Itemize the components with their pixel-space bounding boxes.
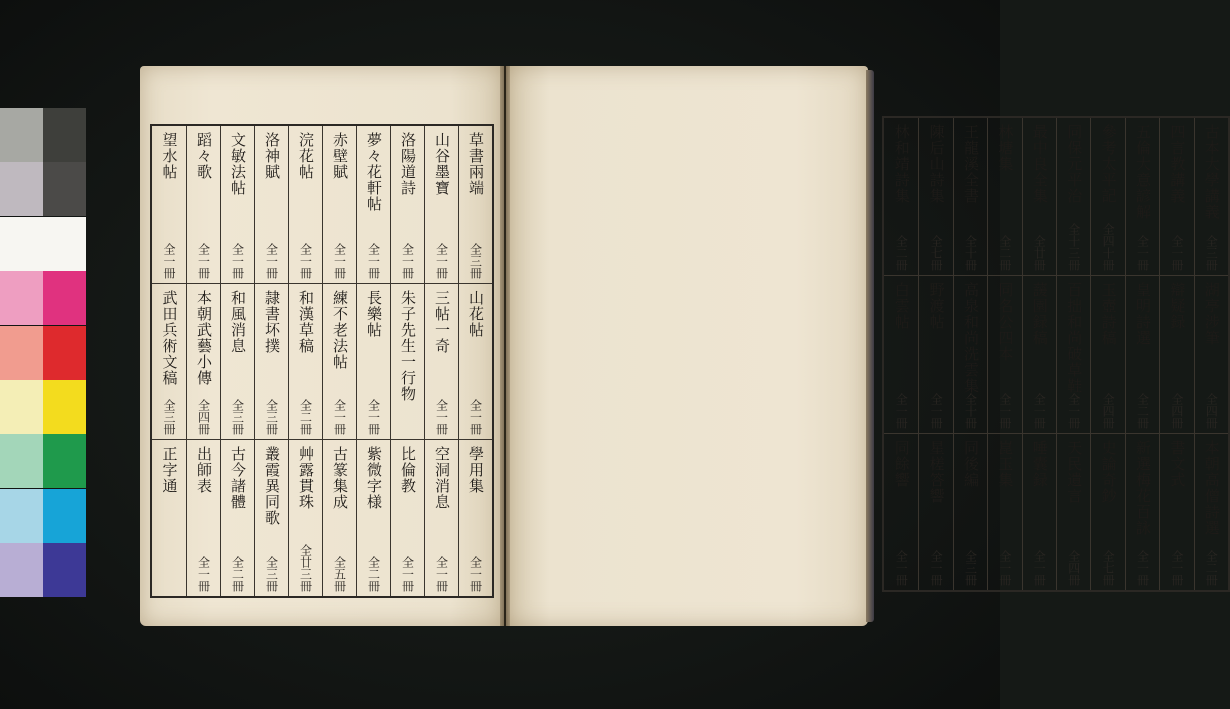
volume-count: 全一冊	[434, 242, 449, 279]
book-entry	[884, 275, 918, 432]
book-entry	[323, 283, 356, 440]
volume-count: 全四冊	[1169, 392, 1184, 429]
right-page	[506, 66, 1221, 626]
book-title: 隷書坏撲	[263, 289, 281, 354]
book-entry	[425, 439, 458, 596]
volume-count: 全一冊	[1135, 235, 1150, 272]
volume-count: 全廿三冊	[298, 544, 313, 592]
volume-count: 全四冊	[1101, 392, 1116, 429]
book-entry	[1195, 433, 1228, 590]
book-title: 蹈々歌	[195, 132, 213, 180]
book-title: 望水帖	[160, 132, 179, 180]
volume-count: 全一冊	[332, 399, 347, 436]
color-swatch	[43, 326, 86, 380]
table-column	[458, 126, 492, 596]
book-title: 高泉和尚洗雲集	[961, 282, 980, 395]
book-entry	[152, 283, 186, 440]
color-swatch	[43, 489, 86, 543]
book-title: 古本大學講義	[1202, 124, 1221, 220]
book-title: 參考太平記	[1099, 124, 1118, 204]
volume-count: 全一冊	[366, 399, 381, 436]
volume-count: 全一冊	[434, 399, 449, 436]
volume-count: 全四十冊	[1101, 223, 1116, 272]
volume-count: 全一冊	[1032, 392, 1047, 429]
volume-count: 全一冊	[929, 392, 944, 429]
book-entry	[988, 275, 1021, 432]
book-entry	[1091, 118, 1124, 275]
color-swatch	[0, 162, 43, 216]
book-title: 長樂帖	[365, 289, 383, 338]
table-column	[1125, 118, 1159, 590]
volume-count: 全一冊	[366, 242, 381, 279]
book-entry	[221, 126, 254, 283]
color-swatch	[0, 217, 43, 271]
book-title: 史論奇鈔	[1099, 439, 1118, 504]
volume-count: 全一冊	[1032, 549, 1047, 586]
volume-count: 全一冊	[196, 242, 211, 279]
book-title: 王龍溪全書	[961, 124, 980, 204]
book-title: 文敏法帖	[229, 132, 247, 196]
book-entry	[187, 283, 220, 440]
book-entry	[1160, 118, 1193, 275]
book-title: 本朝武藝小傳	[195, 289, 213, 386]
book-entry	[357, 126, 390, 283]
table-column	[1159, 118, 1193, 590]
book-title: 白雲帖	[892, 282, 911, 331]
color-swatch	[0, 434, 43, 488]
book-title: 古今諸體	[229, 446, 247, 511]
book-entry	[425, 283, 458, 440]
volume-count: 全十冊	[963, 392, 978, 429]
book-fore-edge	[866, 70, 874, 622]
book-entry	[391, 439, 424, 596]
book-title: 赤壁賦	[331, 132, 349, 180]
book-title: 草書兩端	[467, 132, 485, 196]
book-title: 同名公四本	[996, 282, 1015, 363]
book-title: 古篆集成	[331, 446, 349, 511]
color-swatch	[0, 489, 43, 543]
book-title: 林塘集	[996, 124, 1015, 172]
volume-count: 全一冊	[894, 549, 909, 586]
color-swatch	[0, 271, 43, 325]
volume-count: 全十冊	[963, 235, 978, 272]
book-title: 陳后山詩集	[927, 124, 946, 204]
book-entry	[152, 439, 186, 596]
volume-count: 全二冊	[997, 235, 1012, 272]
book-entry	[1126, 433, 1159, 590]
volume-count: 全四冊	[196, 399, 211, 436]
volume-count: 全一冊	[997, 392, 1012, 429]
table-column	[884, 118, 918, 590]
volume-count: 全四冊	[1204, 392, 1219, 429]
book-title: 崑玉集	[996, 439, 1015, 488]
color-swatch	[0, 108, 43, 162]
right-book-list-table	[882, 116, 1230, 592]
book-entry	[255, 126, 288, 283]
book-title: 玉壺詩稿	[1099, 282, 1118, 347]
book-entry	[1195, 275, 1228, 432]
book-title: 新選梅花百詠	[1133, 439, 1152, 536]
table-column	[288, 126, 322, 596]
book-title: 林和靖詩集	[892, 124, 911, 204]
table-column	[322, 126, 356, 596]
book-title: 四言教講義	[1168, 124, 1187, 204]
book-entry	[884, 433, 918, 590]
book-entry	[425, 126, 458, 283]
volume-count: 全一冊	[400, 242, 415, 279]
book-title: 洛神賦	[263, 132, 281, 180]
table-column	[918, 118, 952, 590]
book-title: 山谷墨寶	[433, 132, 451, 196]
book-title: 浣花帖	[297, 132, 315, 180]
book-entry	[1057, 118, 1090, 275]
book-entry	[187, 439, 220, 596]
volume-count: 全一冊	[468, 556, 483, 592]
book-entry	[954, 118, 987, 275]
volume-count: 全一冊	[264, 242, 279, 279]
color-swatch	[43, 380, 86, 434]
book-entry	[954, 433, 987, 590]
color-swatch	[43, 434, 86, 488]
book-title: 天民遺言	[1065, 439, 1084, 504]
book-title: 朱子先生一行物	[399, 289, 417, 402]
volume-count: 全三冊	[1204, 235, 1219, 272]
volume-count: 全一冊	[1135, 549, 1150, 586]
volume-count: 全七冊	[929, 235, 944, 272]
left-book-list-table	[150, 124, 494, 598]
book-title: 皇明詩選	[1133, 282, 1152, 347]
book-title: 比倫教	[399, 446, 417, 495]
volume-count: 全廿冊	[1032, 235, 1047, 272]
color-swatch	[43, 217, 86, 271]
table-column	[254, 126, 288, 596]
book-entry	[1091, 275, 1124, 432]
color-calibration-strip	[0, 108, 86, 598]
book-title: 正字通	[160, 446, 179, 495]
book-title: 和風消息	[229, 289, 247, 354]
table-column	[1022, 118, 1056, 590]
book-entry	[1023, 433, 1056, 590]
left-page	[140, 66, 504, 626]
volume-count: 全二冊	[1204, 549, 1219, 586]
volume-count: 全二冊	[230, 556, 245, 592]
book-title: 同後編	[961, 439, 980, 488]
volume-count: 全二冊	[1135, 392, 1150, 429]
color-swatch	[0, 543, 43, 597]
color-swatch	[43, 543, 86, 597]
book-entry	[289, 283, 322, 440]
book-entry	[919, 433, 952, 590]
book-title: 湖亭涉筆	[1202, 282, 1221, 347]
book-entry	[1023, 118, 1056, 275]
volume-count: 全三冊	[162, 399, 176, 436]
volume-count: 全一冊	[1169, 235, 1184, 272]
book-title: 練不老法帖	[331, 289, 349, 370]
table-column	[1090, 118, 1124, 590]
table-column	[1194, 118, 1228, 590]
book-title: 武田兵術文稿	[160, 289, 179, 386]
book-entry	[459, 283, 492, 440]
book-title: 叢霞異同歌	[263, 446, 281, 527]
book-title: 和漢草稿	[297, 289, 315, 354]
table-column	[220, 126, 254, 596]
volume-count: 全一冊	[332, 242, 347, 279]
table-column	[424, 126, 458, 596]
book-entry	[255, 283, 288, 440]
volume-count: 全三冊	[264, 399, 279, 436]
book-entry	[323, 439, 356, 596]
color-swatch	[0, 326, 43, 380]
book-entry	[988, 433, 1021, 590]
book-title: 出師表	[195, 446, 213, 495]
book-title: 洛陽道詩	[399, 132, 417, 196]
book-entry	[357, 283, 390, 440]
volume-count: 全三冊	[468, 242, 483, 279]
volume-count: 全三冊	[963, 549, 978, 586]
book-title: 艸露貫珠	[297, 446, 315, 511]
volume-count: 全一冊	[298, 242, 313, 279]
volume-count: 全七冊	[1101, 549, 1116, 586]
book-title: 同保元平治	[1065, 124, 1084, 204]
book-entry	[1057, 433, 1090, 590]
book-entry	[988, 118, 1021, 275]
book-gutter	[500, 66, 510, 626]
book-entry	[1023, 275, 1056, 432]
color-swatch	[43, 108, 86, 162]
book-title: 辯疑録	[1168, 282, 1187, 331]
volume-count: 全二冊	[366, 556, 381, 592]
volume-count: 全三冊	[230, 399, 245, 436]
book-title: 最中良全集	[1030, 124, 1049, 204]
volume-count: 全十三冊	[1066, 223, 1081, 272]
book-entry	[391, 126, 424, 283]
volume-count: 全一冊	[929, 549, 944, 586]
book-entry	[1091, 433, 1124, 590]
volume-count: 全一冊	[1169, 549, 1184, 586]
book-entry	[323, 126, 356, 283]
book-title: 百拙和尚破草鞋	[1065, 282, 1084, 395]
book-title: 唾囊録	[1030, 439, 1049, 488]
book-title: 山花帖	[467, 289, 485, 338]
book-title: 本朝高僧詩選	[1202, 439, 1221, 536]
volume-count: 全一冊	[1066, 392, 1081, 429]
color-swatch	[43, 271, 86, 325]
book-title: 書文式	[1168, 439, 1187, 488]
table-column	[953, 118, 987, 590]
book-entry	[459, 439, 492, 596]
book-title: 五倫大意諺解	[1133, 124, 1152, 220]
book-entry	[391, 283, 424, 440]
book-entry	[954, 275, 987, 432]
table-column	[186, 126, 220, 596]
volume-count: 全一冊	[997, 549, 1012, 586]
open-book	[140, 66, 1221, 630]
volume-count: 全一冊	[230, 242, 245, 279]
color-swatch	[43, 162, 86, 216]
book-entry	[919, 118, 952, 275]
table-column	[356, 126, 390, 596]
volume-count: 全三冊	[264, 556, 279, 592]
table-column	[390, 126, 424, 596]
book-entry	[1160, 433, 1193, 590]
volume-count: 全一冊	[162, 242, 176, 279]
book-title: 同餘響	[892, 439, 911, 488]
book-entry	[255, 439, 288, 596]
book-entry	[289, 126, 322, 283]
book-title: 紫微字様	[365, 446, 383, 511]
book-title: 夢々花軒帖	[365, 132, 383, 212]
book-entry	[1195, 118, 1228, 275]
book-title: 三帖一奇	[433, 289, 451, 354]
book-entry	[1126, 118, 1159, 275]
book-entry	[289, 439, 322, 596]
volume-count: 全五冊	[332, 556, 347, 592]
book-entry	[152, 126, 186, 283]
color-swatch	[0, 380, 43, 434]
table-column	[1056, 118, 1090, 590]
volume-count: 全二冊	[894, 235, 909, 272]
volume-count: 全一冊	[434, 556, 449, 592]
book-entry	[221, 439, 254, 596]
book-title: 蘐園録稿	[1030, 282, 1049, 347]
book-entry	[357, 439, 390, 596]
book-title: 學用集	[467, 446, 485, 495]
book-title: 空洞消息	[433, 446, 451, 511]
volume-count: 全四冊	[1066, 549, 1081, 586]
volume-count: 全二冊	[298, 399, 313, 436]
book-entry	[919, 275, 952, 432]
book-title: 野渡帖	[927, 282, 946, 331]
book-entry	[459, 126, 492, 283]
volume-count: 全一冊	[400, 556, 415, 592]
book-entry	[187, 126, 220, 283]
table-column	[152, 126, 186, 596]
book-entry	[1160, 275, 1193, 432]
volume-count: 全一冊	[468, 399, 483, 436]
book-entry	[221, 283, 254, 440]
table-column	[987, 118, 1021, 590]
book-title: 星槎答響	[927, 439, 946, 504]
book-entry	[1126, 275, 1159, 432]
book-entry	[1057, 275, 1090, 432]
volume-count: 全一冊	[196, 556, 211, 592]
book-entry	[884, 118, 918, 275]
volume-count: 全一冊	[894, 392, 909, 429]
